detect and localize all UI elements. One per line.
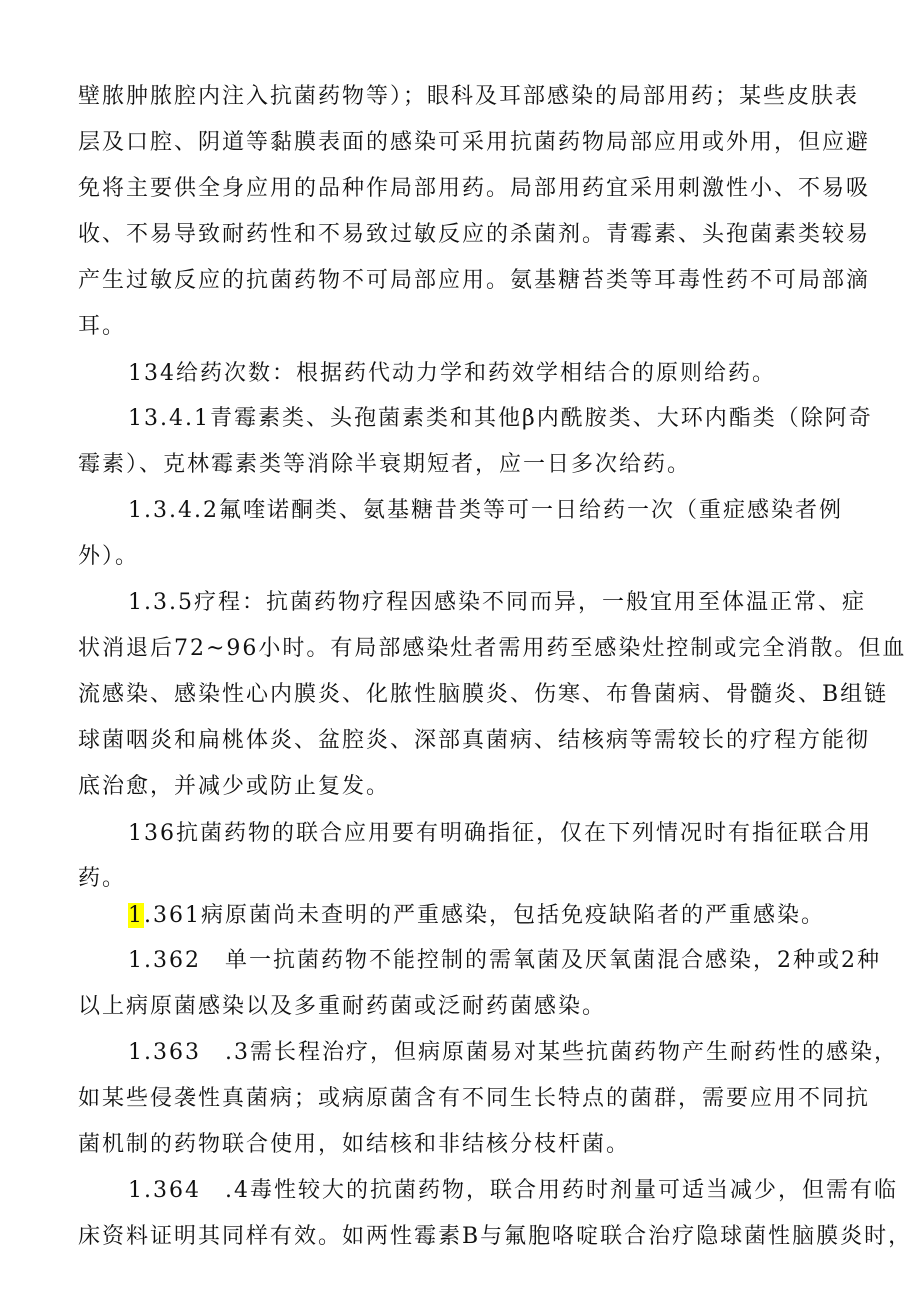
text-line: 药。 bbox=[78, 866, 127, 891]
text-line: 1.362 单一抗菌药物不能控制的需氧菌及厌氧菌混合感染，2种或2种 bbox=[128, 948, 881, 973]
text-line: 产生过敏反应的抗菌药物不可局部应用。氨基糖苔类等耳毒性药不可局部滴 bbox=[78, 268, 871, 293]
text-line: 免将主要供全身应用的品种作局部用药。局部用药宜采用刺激性小、不易吸 bbox=[78, 176, 871, 201]
text-line: 13.4.1青霉素类、头孢菌素类和其他β内酰胺类、大环内酯类（除阿奇 bbox=[128, 406, 873, 431]
text-line: 底治愈，并减少或防止复发。 bbox=[78, 774, 391, 799]
text-line: 霉素）、克林霉素类等消除半衰期短者，应一日多次给药。 bbox=[78, 452, 692, 477]
text-line: 壁脓肿脓腔内注入抗菌药物等）；眼科及耳部感染的局部用药；某些皮肤表 bbox=[78, 84, 860, 109]
text-line: 以上病原菌感染以及多重耐药菌或泛耐药菌感染。 bbox=[78, 994, 607, 1019]
text-line: 床资料证明其同样有效。如两性霉素B与氟胞咯啶联合治疗隐球菌性脑膜炎时， bbox=[78, 1224, 913, 1249]
yellow-highlight-mark: 1 bbox=[128, 903, 144, 928]
highlighted-line bbox=[128, 893, 920, 939]
text-line: 球菌咽炎和扁桃体炎、盆腔炎、深部真菌病、结核病等需较长的疗程方能彻 bbox=[78, 728, 871, 753]
text-line: 1.3.5疗程：抗菌药物疗程因感染不同而异，一般宜用至体温正常、症 bbox=[128, 590, 866, 615]
text-line: 耳。 bbox=[78, 314, 127, 339]
text-line: 134给药次数：根据药代动力学和药效学相结合的原则给药。 bbox=[128, 361, 776, 386]
text-line: 流感染、感染性心内膜炎、化脓性脑膜炎、伤寒、布鲁菌病、骨髓炎、B组链 bbox=[78, 682, 889, 707]
text-line: 1.3.4.2氟喹诺酮类、氨基糖昔类等可一日给药一次（重症感染者例 bbox=[128, 498, 843, 523]
text-line: 收、不易导致耐药性和不易致过敏反应的杀菌剂。青霉素、头孢菌素类较易 bbox=[78, 222, 871, 247]
text-line: 如某些侵袭性真菌病；或病原菌含有不同生长特点的菌群，需要应用不同抗 bbox=[78, 1086, 871, 1111]
text-line: 136抗菌药物的联合应用要有明确指征，仅在下列情况时有指征联合用 bbox=[128, 821, 872, 846]
text-line: 层及口腔、阴道等黏膜表面的感染可采用抗菌药物局部应用或外用，但应避 bbox=[78, 130, 871, 155]
text-line: 1.364 .4毒性较大的抗菌药物，联合用药时剂量可适当减少，但需有临 bbox=[128, 1178, 898, 1203]
text-line: 外）。 bbox=[78, 544, 140, 569]
text-line: 1.363 .3需长程治疗，但病原菌易对某些抗菌药物产生耐药性的感染， bbox=[128, 1040, 898, 1065]
text-line: 状消退后72~96小时。有局部感染灶者需用药至感染灶控制或完全消散。但血 bbox=[78, 636, 907, 661]
highlighted-line-text: .361病原菌尚未查明的严重感染，包括免疫缺陷者的严重感染。 bbox=[144, 903, 825, 928]
text-line: 菌机制的药物联合使用，如结核和非结核分枝杆菌。 bbox=[78, 1132, 631, 1157]
